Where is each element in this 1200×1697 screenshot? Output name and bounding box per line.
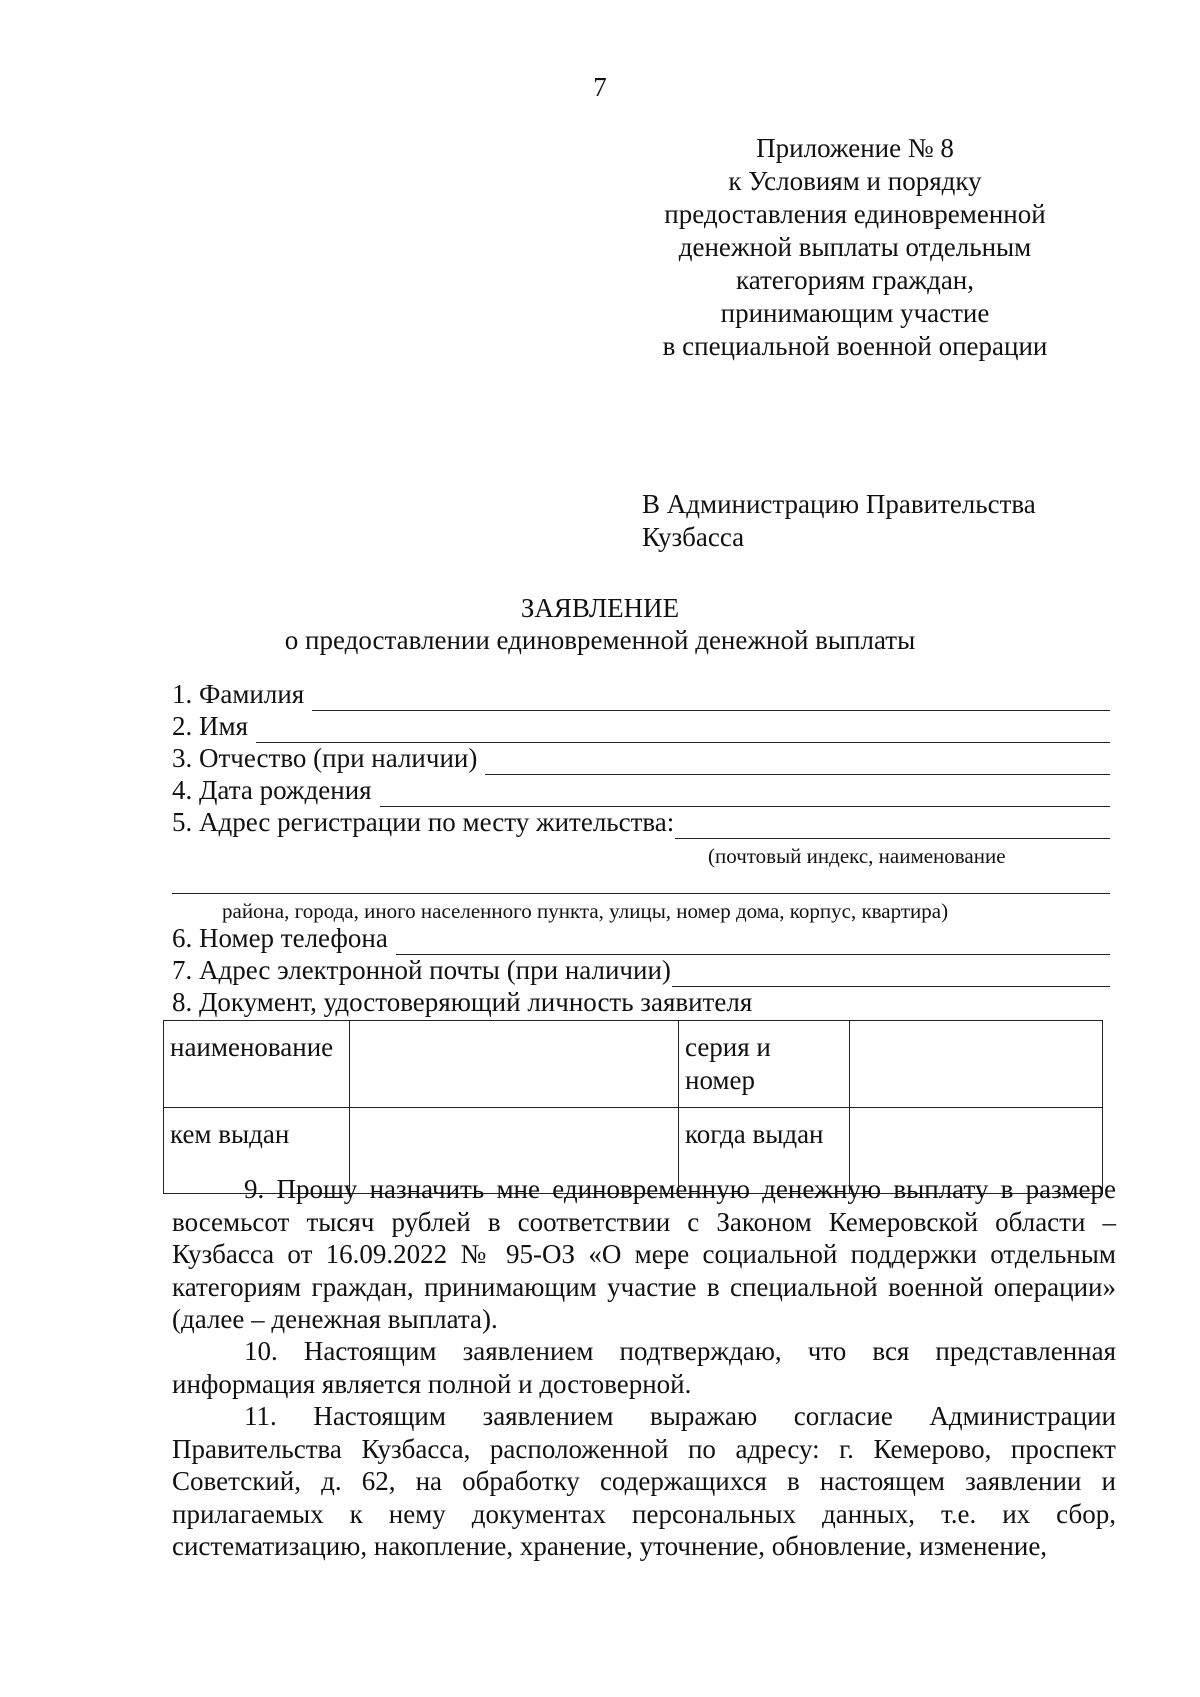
surname-blank[interactable] — [312, 685, 1110, 711]
address-hint: района, города, иного населенного пункта, улицы, номер дома, корпус, квартира) — [222, 899, 949, 923]
paragraph-10 — [172, 1335, 1116, 1400]
address-blank-line-2[interactable] — [172, 893, 1110, 894]
paragraph-text: 11. Настоящим заявлением выражаю согласие Администрации Правительства Кузбасса, расположенной по адресу: г. Кемерово, проспект Советский, д. 62, на обработку содержащихся в настоящем заявлении и прилагаемых к нему документах персональных данных, т.е. их сбор, систематизацию, накопление, хранение, уточнение, обновление, изменение, — [172, 1401, 1116, 1561]
address-label: 5. Адрес регистрации по месту жительства: — [172, 807, 675, 837]
series-value-cell[interactable] — [850, 1021, 1103, 1108]
email-label: 7. Адрес электронной почты (при наличии) — [172, 955, 671, 985]
patronymic-field — [172, 742, 1110, 775]
paragraph-text: 9. Прошу назначить мне единовременную денежную выплату в размере восемьсот тысяч рублей в соответствии с Законом Кемеровской области – Кузбасса от 16.09.2022 № 95-ОЗ «О мере социальной поддержки отдельным категориям граждан, принимающим участие в специальной военной операции» (далее – денежная выплата). — [172, 1174, 1116, 1334]
series-label-cell — [679, 1021, 850, 1108]
appendix-line: в специальной военной операции — [662, 331, 1048, 361]
id-document-field — [172, 986, 1110, 1019]
phone-blank[interactable] — [396, 929, 1110, 955]
birth-date-blank[interactable] — [380, 781, 1110, 807]
email-blank[interactable] — [672, 961, 1110, 987]
series-label-text: номер — [685, 1065, 756, 1095]
email-field — [172, 954, 1110, 987]
appendix-line: принимающим участие — [720, 298, 990, 328]
document-subtitle: о предоставлении единовременной денежной выплаты — [284, 625, 916, 655]
address-hint: (почтовый индекс, наименование — [708, 844, 1006, 868]
table-row — [164, 1021, 1103, 1108]
phone-label: 6. Номер телефона — [172, 923, 388, 953]
surname-label: 1. Фамилия — [172, 679, 305, 709]
phone-field — [172, 922, 1110, 955]
appendix-line: денежной выплаты отдельным — [678, 232, 1032, 262]
series-label-text: серия и — [685, 1032, 771, 1062]
name-blank[interactable] — [256, 717, 1110, 743]
id-document-label: 8. Документ, удостоверяющий личность заявителя — [172, 987, 753, 1017]
appendix-header — [620, 132, 1090, 363]
addressee-block — [642, 488, 1036, 554]
addressee-line: Кузбасса — [642, 522, 745, 552]
page-number: 7 — [593, 72, 607, 102]
paragraph-11 — [172, 1400, 1116, 1563]
issued-date-label-text: когда выдан — [685, 1119, 824, 1149]
address-field — [172, 806, 1110, 839]
name-field — [172, 710, 1110, 743]
name-label: 2. Имя — [172, 711, 249, 741]
surname-field — [172, 678, 1110, 711]
name-value-cell[interactable] — [350, 1021, 679, 1108]
document-title: ЗАЯВЛЕНИЕ — [520, 593, 680, 623]
address-blank[interactable] — [675, 813, 1110, 839]
paragraph-text: 10. Настоящим заявлением подтверждаю, что вся представленная информация является полной и достоверной. — [172, 1336, 1116, 1399]
id-document-table — [163, 1020, 1103, 1194]
patronymic-blank[interactable] — [485, 749, 1110, 775]
birth-date-label: 4. Дата рождения — [172, 775, 372, 805]
birth-date-field — [172, 774, 1110, 807]
name-label-text: наименование — [170, 1032, 334, 1062]
appendix-line: к Условиям и порядку — [728, 166, 982, 196]
appendix-line: предоставления единовременной — [664, 199, 1046, 229]
appendix-line: категориям граждан, — [735, 265, 975, 295]
paragraph-9 — [172, 1173, 1116, 1336]
issued-by-label-text: кем выдан — [170, 1119, 290, 1149]
addressee-line: В Администрацию Правительства — [642, 489, 1036, 519]
name-label-cell — [164, 1021, 350, 1108]
appendix-line: Приложение № 8 — [756, 133, 954, 163]
patronymic-label: 3. Отчество (при наличии) — [172, 743, 478, 773]
